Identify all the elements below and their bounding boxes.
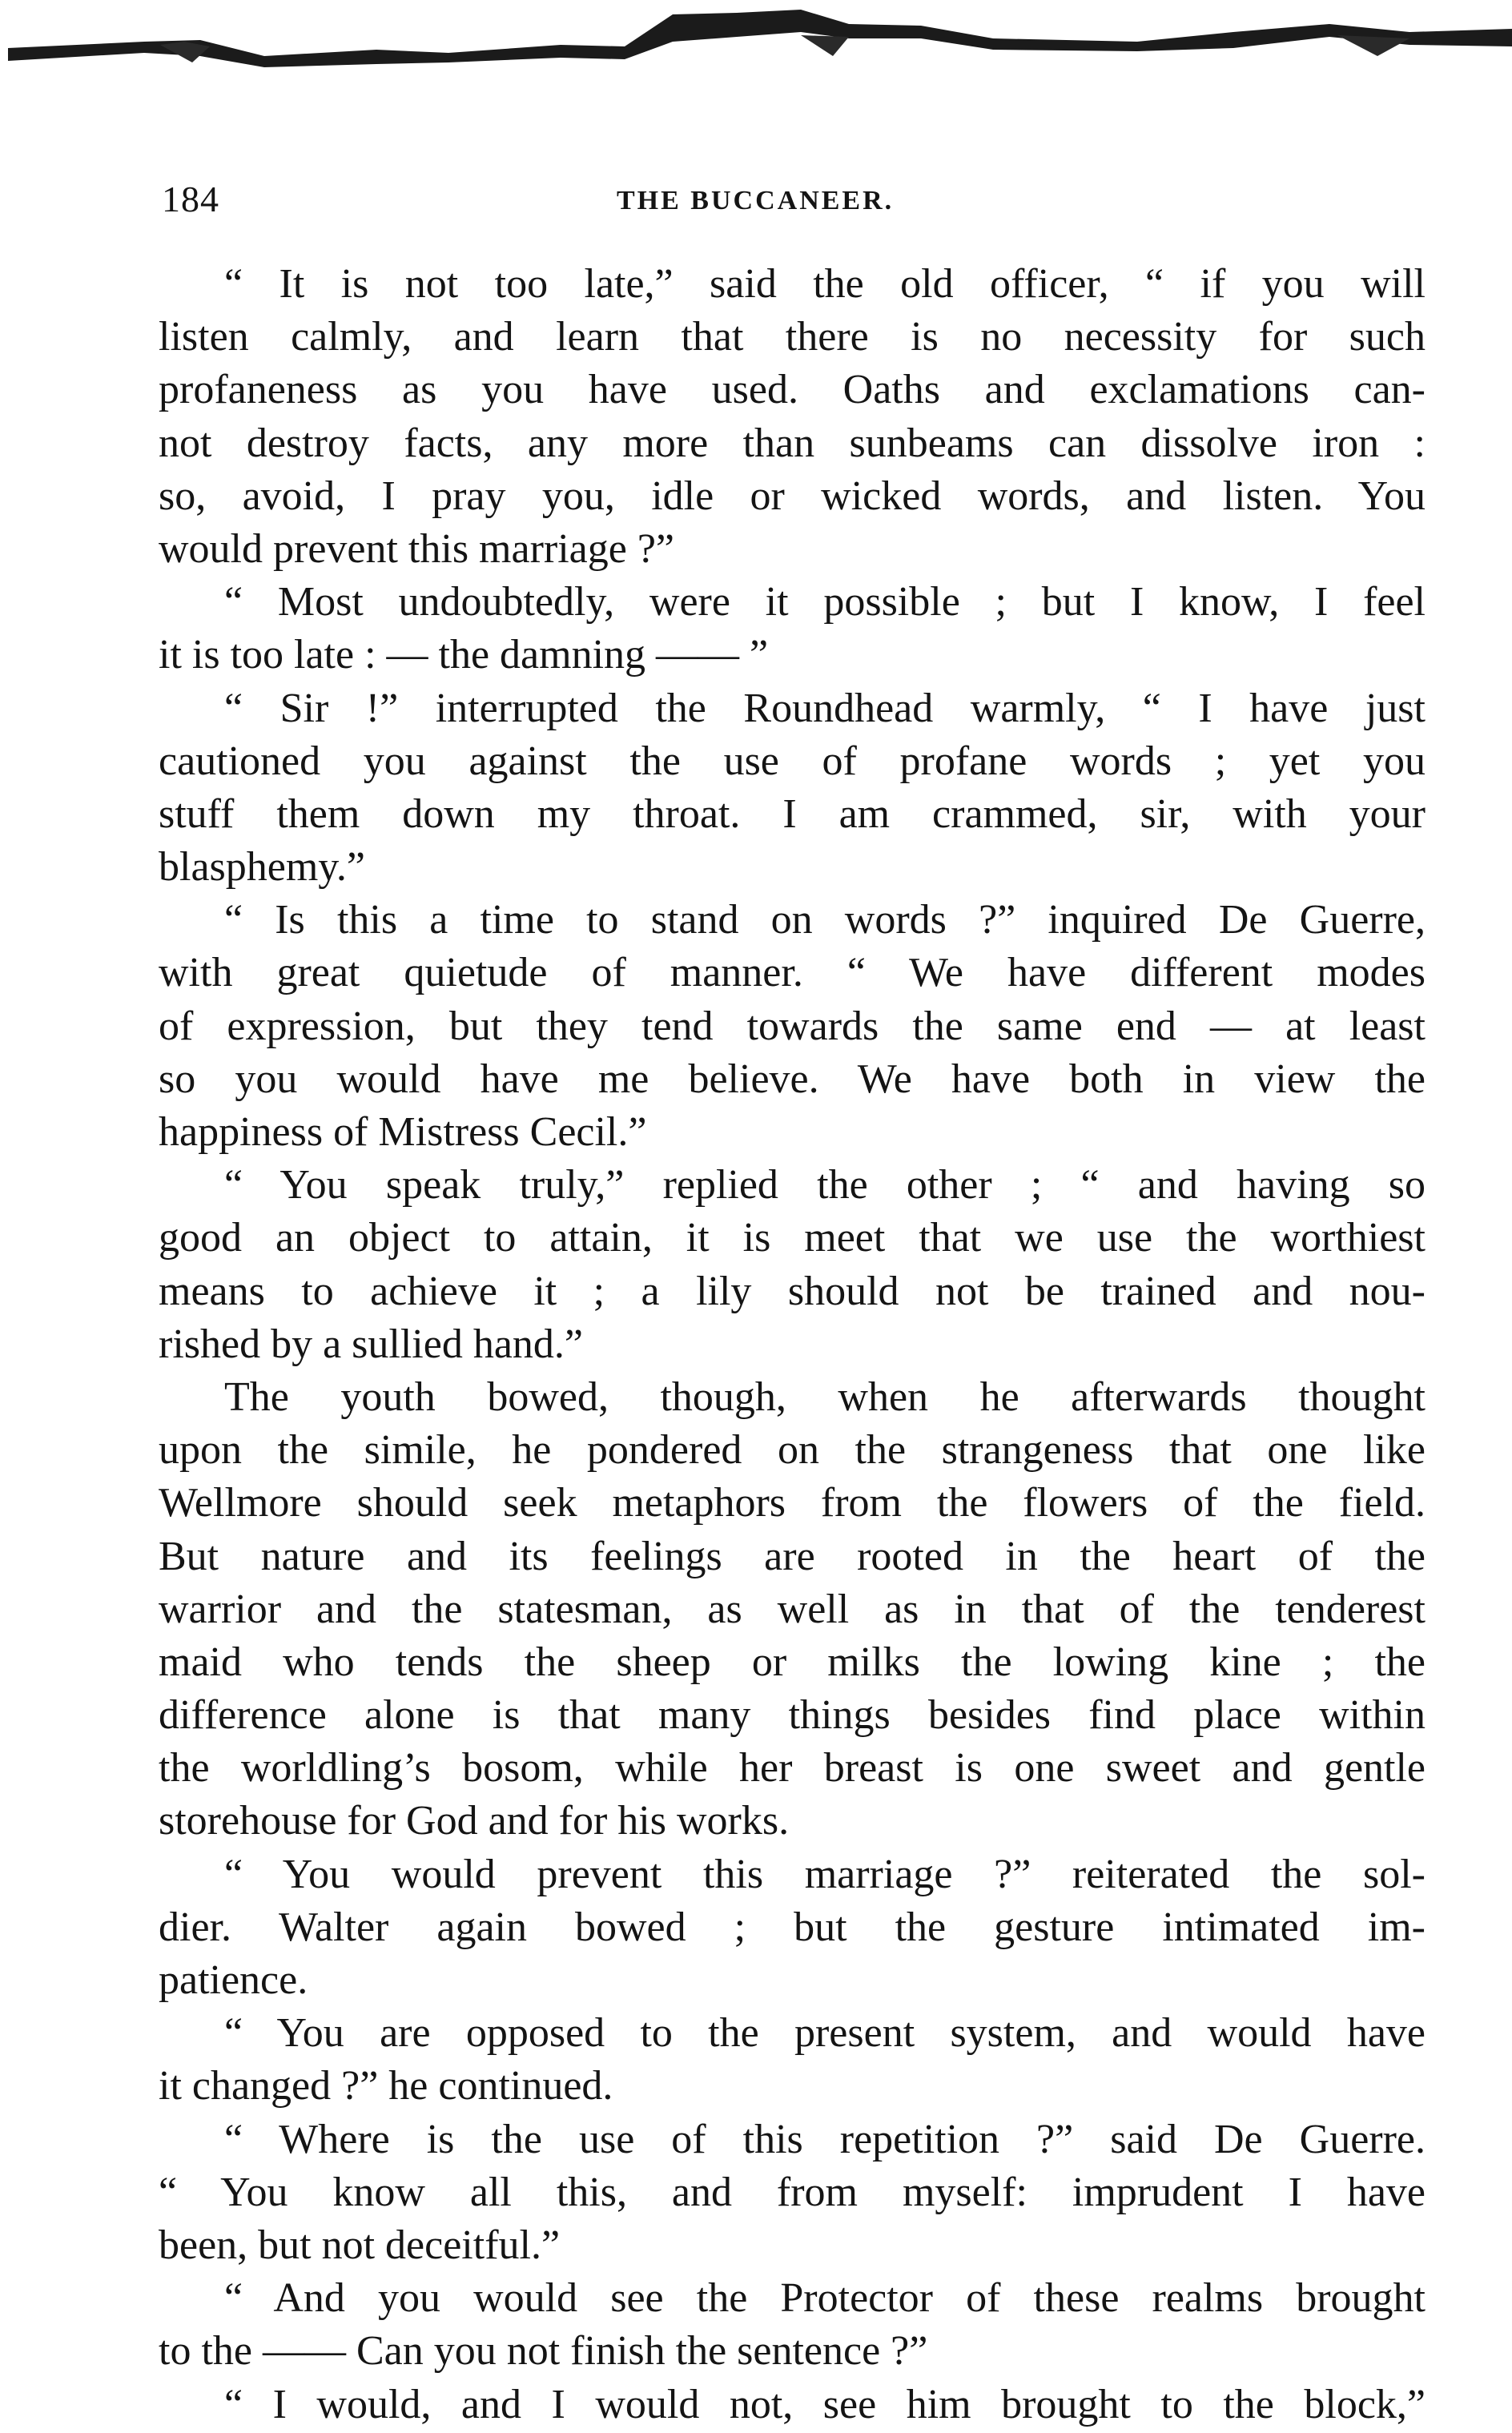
running-head-title: THE BUCCANEER. <box>617 186 895 215</box>
text-line: stuff them down my throat. I am crammed, sir, with your <box>159 790 1426 837</box>
text-line: The youth bowed, though, when he afterwards thought <box>224 1373 1426 1420</box>
text-line: good an object to attain, it is meet that we use the worthiest <box>159 1215 1426 1261</box>
text-line: “ Where is the use of this repetition ?” said De Guerre. <box>224 2116 1426 2162</box>
text-line: cautioned you against the use of profane words ; yet you <box>159 738 1426 784</box>
text-line: would prevent this marriage ?” <box>159 525 674 572</box>
text-line: the worldling’s bosom, while her breast is one sweet and gentle <box>159 1745 1426 1792</box>
text-line: storehouse for God and for his works. <box>159 1798 790 1844</box>
text-line: with great quietude of manner. “ We have different modes <box>159 950 1426 996</box>
text-line: so, avoid, I pray you, idle or wicked words, and listen. You <box>159 473 1426 519</box>
text-line: “ Is this a time to stand on words ?” inquired De Guerre, <box>224 897 1426 943</box>
text-line: difference alone is that many things besides find place within <box>159 1692 1426 1739</box>
scanned-page-top-edge <box>0 0 1512 72</box>
text-line: it changed ?” he continued. <box>159 2063 613 2109</box>
text-line: not destroy facts, any more than sunbeams can dissolve iron : <box>159 420 1426 466</box>
text-line: “ And you would see the Protector of these realms brought <box>224 2275 1426 2322</box>
text-line: maid who tends the sheep or milks the lowing kine ; the <box>159 1639 1426 1685</box>
text-line: Wellmore should seek metaphors from the flowers of the field. <box>159 1480 1426 1526</box>
text-line: means to achieve it ; a lily should not be trained and nou- <box>159 1268 1426 1314</box>
text-line: dier. Walter again bowed ; but the gesture intimated im- <box>159 1904 1426 1950</box>
text-line: blasphemy.” <box>159 844 365 891</box>
text-line: warrior and the statesman, as well as in that of the tenderest <box>159 1586 1426 1632</box>
text-line: “ Most undoubtedly, were it possible ; but I know, I feel <box>224 579 1426 625</box>
text-line: been, but not deceitful.” <box>159 2222 561 2268</box>
page-number: 184 <box>162 179 219 219</box>
text-line: But nature and its feelings are rooted in the heart of the <box>159 1533 1426 1579</box>
text-line: “ You would prevent this marriage ?” reiterated the sol- <box>224 1851 1426 1897</box>
text-line: so you would have me believe. We have both in view the <box>159 1056 1426 1102</box>
text-line: happiness of Mistress Cecil.” <box>159 1109 647 1155</box>
text-line: of expression, but they tend towards the same end — at least <box>159 1003 1426 1049</box>
text-line: “ Sir !” interrupted the Roundhead warmly, “ I have just <box>224 685 1426 731</box>
text-line: profaneness as you have used. Oaths and exclamations can- <box>159 367 1426 413</box>
text-line: rished by a sullied hand.” <box>159 1321 583 1367</box>
text-line: “ I would, and I would not, see him brought to the block,” <box>224 2381 1426 2427</box>
text-line: patience. <box>159 1957 308 2003</box>
text-line: “ You are opposed to the present system, and would have <box>224 2010 1426 2057</box>
text-line: “ You know all this, and from myself: imprudent I have <box>159 2169 1426 2215</box>
text-line: it is too late : — the damning —— ” <box>159 632 769 678</box>
text-line: upon the simile, he pondered on the strangeness that one like <box>159 1427 1426 1474</box>
text-line: “ You speak truly,” replied the other ; “ and having so <box>224 1162 1426 1208</box>
text-line: to the —— Can you not finish the sentence ?” <box>159 2328 928 2375</box>
text-line: “ It is not too late,” said the old officer, “ if you will <box>224 261 1426 307</box>
text-line: listen calmly, and learn that there is no necessity for such <box>159 314 1426 360</box>
page-text-body <box>159 258 1426 2431</box>
